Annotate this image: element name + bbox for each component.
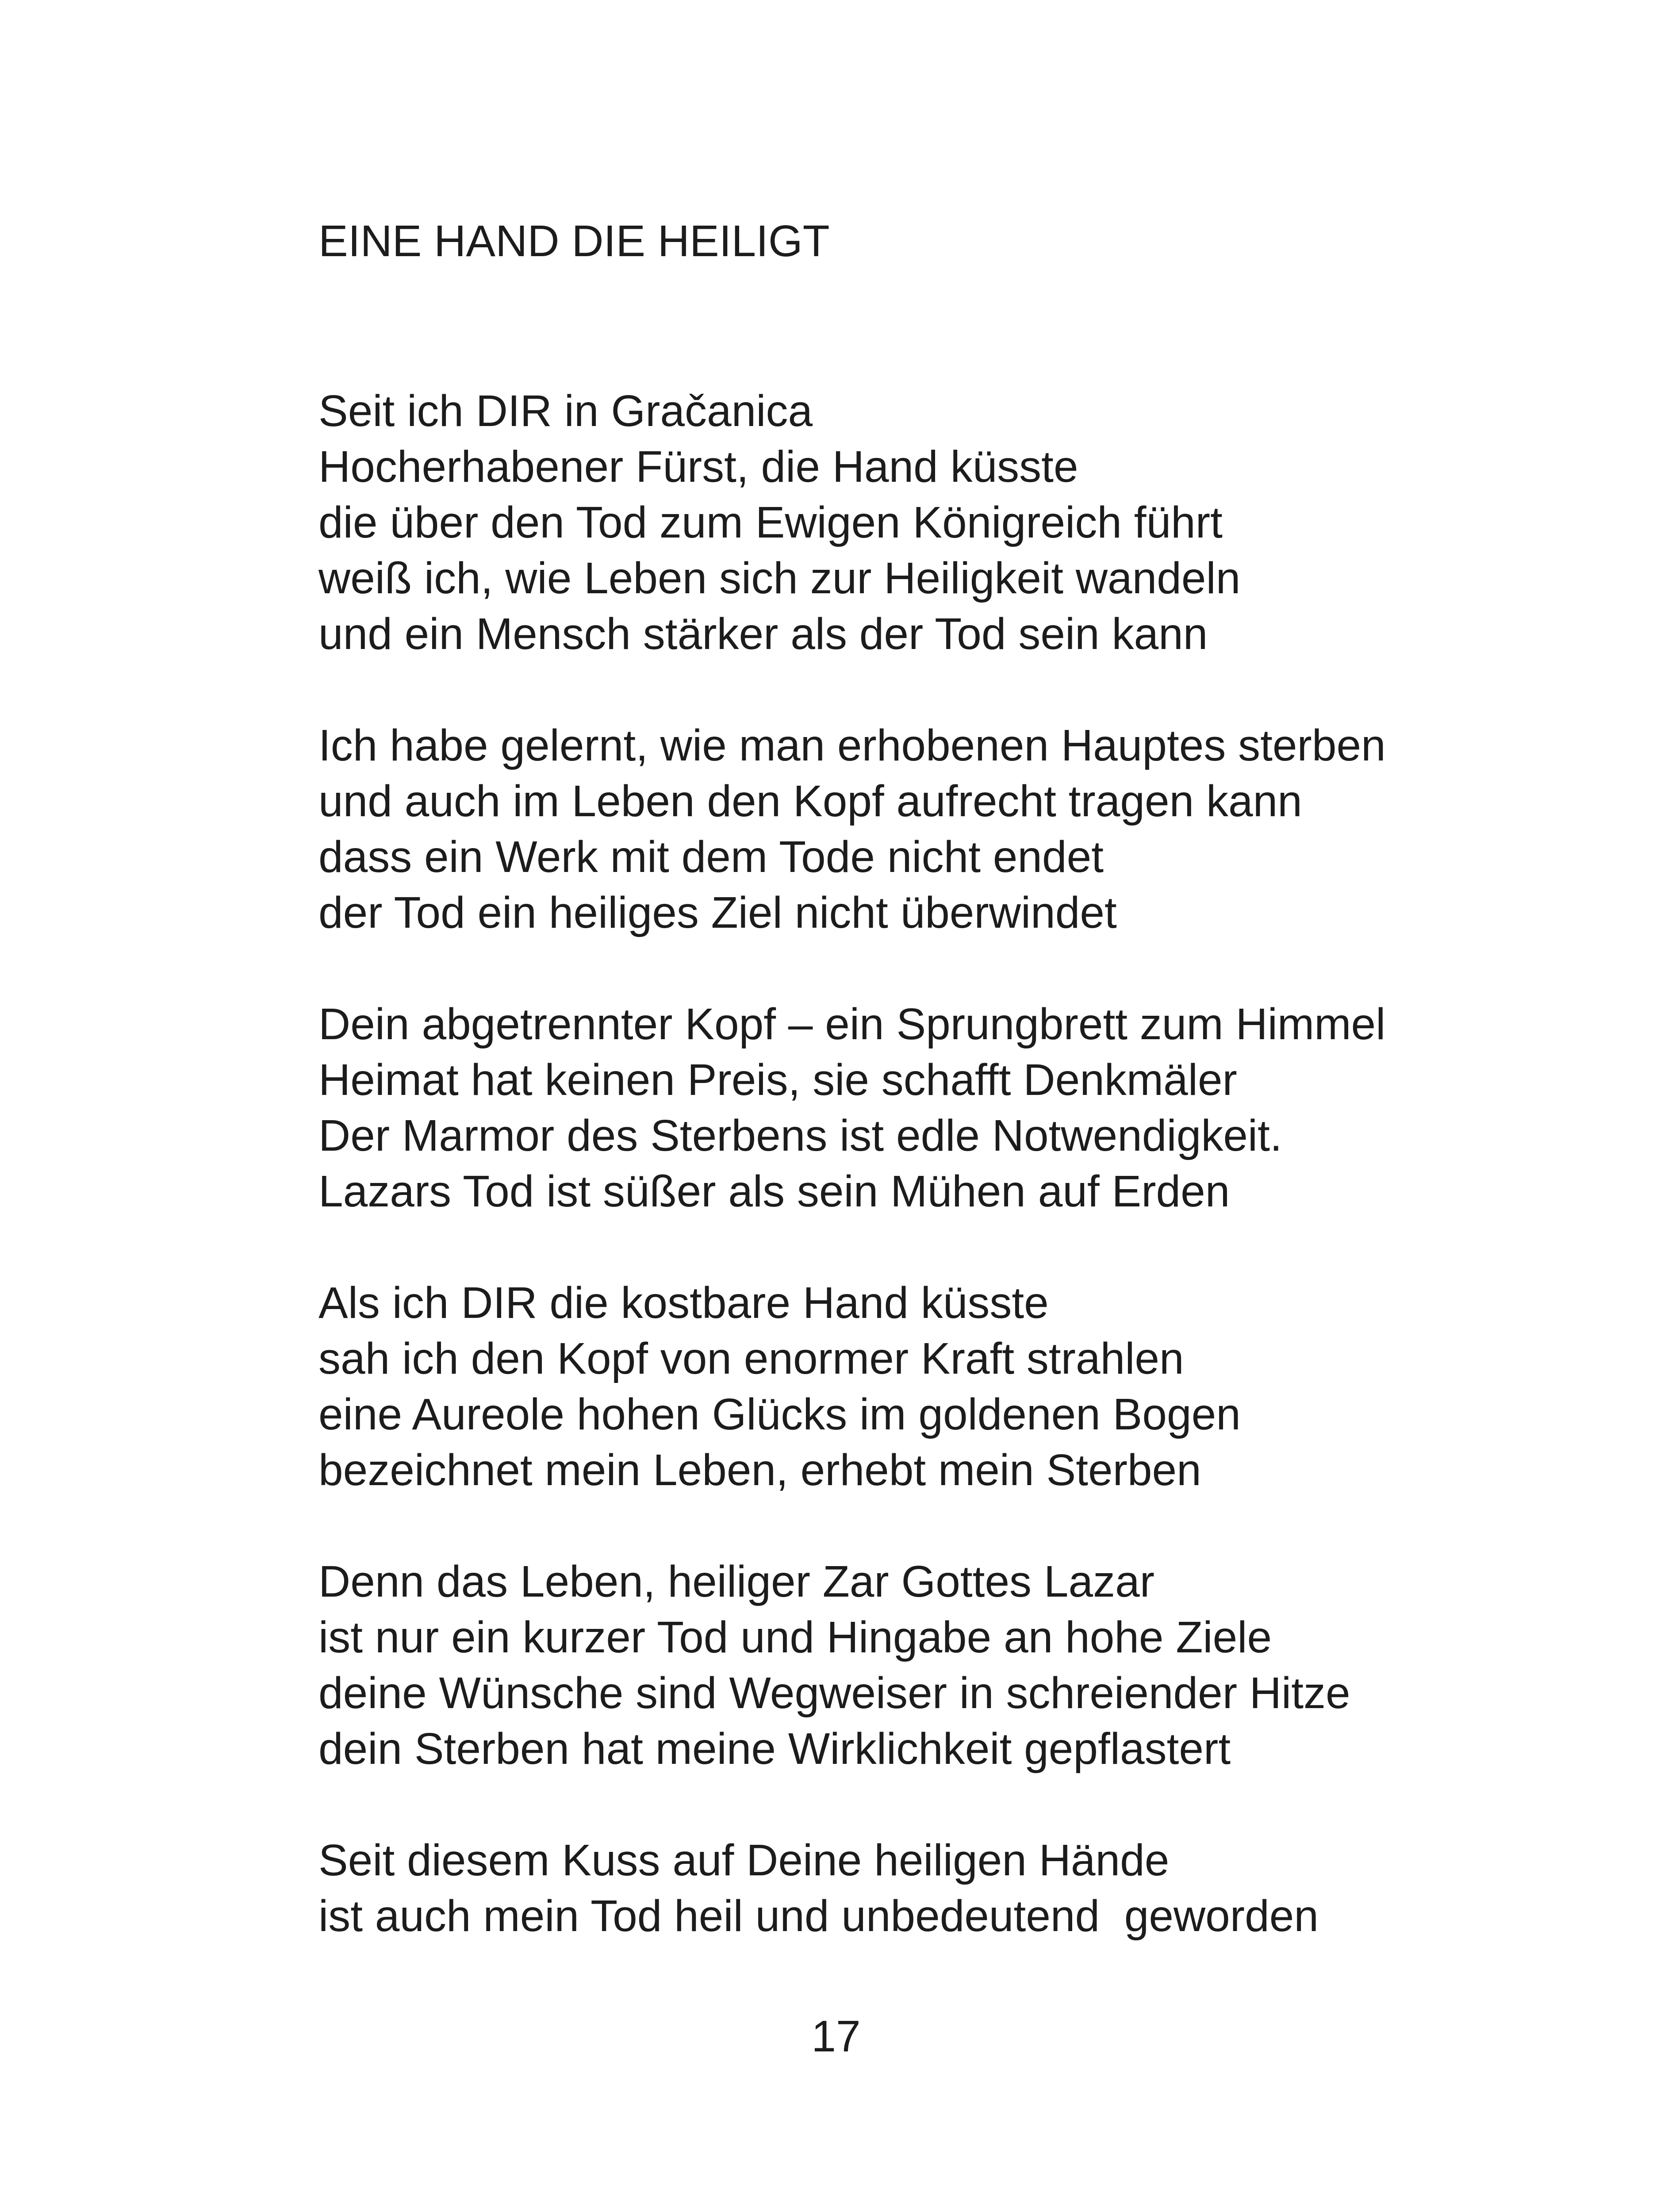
poem-line: Denn das Leben, heiliger Zar Gottes Lazar [318, 1557, 1154, 1606]
poem-line: dein Sterben hat meine Wirklichkeit gepflastert [318, 1724, 1231, 1774]
stanza-1 [318, 383, 1469, 662]
page-number: 17 [811, 2012, 861, 2061]
poem-line: Hocherhabener Fürst, die Hand küsste [318, 442, 1078, 492]
poem-body [318, 383, 1469, 1944]
poem-line: sah ich den Kopf von enormer Kraft strahlen [318, 1334, 1184, 1383]
poem-line: und ein Mensch stärker als der Tod sein kann [318, 609, 1208, 659]
poem-line: Seit ich DIR in Gračanica [318, 386, 813, 436]
poem-line: Ich habe gelernt, wie man erhobenen Hauptes sterben [318, 721, 1386, 770]
poem-line: bezeichnet mein Leben, erhebt mein Sterben [318, 1445, 1201, 1495]
poem-line: Seit diesem Kuss auf Deine heiligen Hände [318, 1836, 1170, 1885]
stanza-5 [318, 1554, 1469, 1777]
stanza-2 [318, 718, 1469, 941]
poem-line: eine Aureole hohen Glücks im goldenen Bogen [318, 1390, 1241, 1439]
poem-line: ist auch mein Tod heil und unbedeutend geworden [318, 1891, 1319, 1941]
stanza-3 [318, 996, 1469, 1219]
poem-line: die über den Tod zum Ewigen Königreich führt [318, 498, 1223, 547]
poem-line: ist nur ein kurzer Tod und Hingabe an hohe Ziele [318, 1613, 1272, 1662]
poem-line: Der Marmor des Sterbens ist edle Notwendigkeit. [318, 1111, 1282, 1160]
poem-line: weiß ich, wie Leben sich zur Heiligkeit wandeln [318, 553, 1241, 603]
poem-title: EINE HAND DIE HEILIGT [318, 216, 830, 266]
poem-line: dass ein Werk mit dem Tode nicht endet [318, 832, 1104, 882]
poem-line: Als ich DIR die kostbare Hand küsste [318, 1278, 1049, 1328]
poem-line: und auch im Leben den Kopf aufrecht tragen kann [318, 776, 1302, 826]
poem-line: der Tod ein heiliges Ziel nicht überwindet [318, 888, 1117, 937]
poem-line: Heimat hat keinen Preis, sie schafft Denkmäler [318, 1055, 1237, 1105]
poem-line: Dein abgetrennter Kopf – ein Sprungbrett zum Himmel [318, 999, 1386, 1049]
stanza-4 [318, 1275, 1469, 1498]
stanza-6 [318, 1832, 1469, 1944]
poem-line: Lazars Tod ist süßer als sein Mühen auf Erden [318, 1167, 1230, 1216]
poem-line: deine Wünsche sind Wegweiser in schreiender Hitze [318, 1668, 1350, 1718]
